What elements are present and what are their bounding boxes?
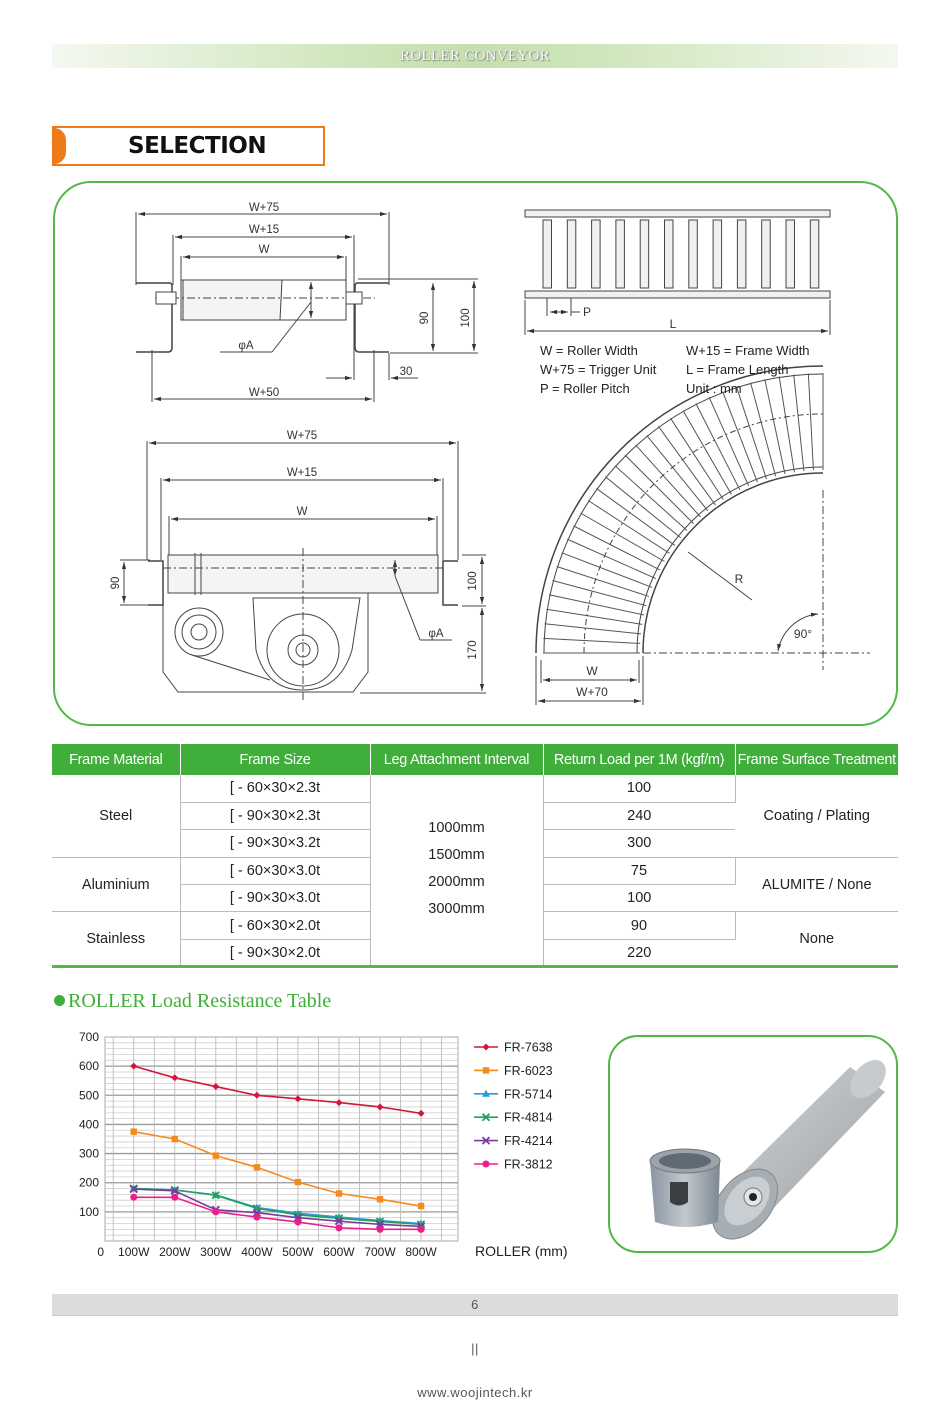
data-point (336, 1190, 342, 1196)
x-tick-label: 800W (405, 1245, 437, 1259)
dim-w-curve: W (586, 664, 598, 678)
legend-item (474, 1158, 553, 1172)
return-load-cell: 300 (543, 830, 735, 857)
top-view-roller (616, 220, 625, 288)
dim-170-driven: 170 (467, 640, 479, 660)
dim-90: 90 (419, 311, 431, 325)
driven-section-drawing (120, 441, 486, 700)
frame-size-cell: [ - 90×30×2.3t (180, 802, 370, 829)
frame-size-cell: [ - 90×30×3.0t (180, 885, 370, 912)
y-tick-label: 100 (78, 1204, 99, 1219)
chart-origin-label: 0 (97, 1245, 104, 1259)
curve-rollers (543, 373, 823, 653)
top-view-drawing (525, 210, 830, 335)
dim-100: 100 (460, 308, 472, 328)
curve-roller-edge (588, 501, 669, 554)
legend-label: FR-5714 (504, 1087, 553, 1102)
website-link[interactable]: www.woojintech.kr (417, 1385, 533, 1400)
curve-roller-edge (615, 466, 687, 531)
data-point (377, 1226, 384, 1233)
return-load-cell: 90 (543, 912, 735, 939)
return-load-cell: 100 (543, 885, 735, 912)
frame-size-cell: [ - 90×30×2.0t (180, 939, 370, 966)
chart-x-ticks (118, 1245, 437, 1259)
chart-title-text: ROLLER Load Resistance Table (68, 990, 332, 1012)
curve-roller-edge (557, 566, 649, 596)
data-point (377, 1196, 383, 1202)
legend-item (474, 1041, 553, 1055)
material-cell: Steel (52, 775, 180, 857)
x-tick-label: 500W (282, 1245, 314, 1259)
top-view-roller (592, 220, 601, 288)
dim-w75: W+75 (248, 202, 280, 214)
y-tick-label: 400 (78, 1117, 99, 1132)
y-tick-label: 700 (78, 1030, 99, 1044)
footer-text (52, 1294, 898, 1404)
spec-table-header-row (52, 744, 898, 775)
x-tick-label: 700W (364, 1245, 396, 1259)
return-load-cell: 75 (543, 857, 735, 884)
return-load-cell: 100 (543, 775, 735, 802)
legend-unit: Unit : mm (686, 381, 742, 396)
header-return-load: Return Load per 1M (kgf/m) (543, 744, 735, 775)
x-tick-label: 100W (118, 1245, 150, 1259)
curve-roller-edge (671, 418, 724, 499)
data-point (253, 1214, 260, 1221)
chart-xlabel: ROLLER (mm) (475, 1243, 568, 1259)
load-resistance-chart (0, 1020, 600, 1290)
treatment-cell: ALUMITE / None (735, 857, 898, 912)
top-view-roller (689, 220, 698, 288)
curve-roller-edge (553, 581, 647, 606)
legend-marker (483, 1161, 490, 1168)
curve-roller-edge (605, 477, 680, 538)
dim-phi-a-driven: φA (428, 628, 444, 640)
data-point (171, 1194, 178, 1201)
leg-interval: 1500mm (428, 847, 485, 863)
legend-marker (483, 1067, 489, 1073)
curve-roller-edge (625, 455, 694, 524)
curve-roller-edge (723, 392, 758, 483)
leg-interval: 2000mm (428, 874, 485, 890)
top-view-roller (737, 220, 746, 288)
table-row (52, 775, 898, 802)
roller-product-image (610, 1037, 898, 1253)
dim-p: P (582, 305, 592, 319)
frame-size-cell: [ - 60×30×2.3t (180, 775, 370, 802)
treatment-cell: None (735, 912, 898, 967)
dim-30: 30 (399, 366, 413, 378)
legend-frame-width: W+15 = Frame Width (686, 343, 810, 358)
top-view-roller (640, 220, 649, 288)
top-view-roller (543, 220, 552, 288)
x-tick-label: 200W (159, 1245, 191, 1259)
x-tick-label: 300W (200, 1245, 232, 1259)
curve-roller-edge (562, 553, 653, 588)
legend-roller-pitch: P = Roller Pitch (540, 381, 630, 396)
legend-item (474, 1111, 553, 1125)
dim-w50: W+50 (248, 387, 280, 399)
curve-roller-edge (636, 445, 701, 517)
header-frame-material: Frame Material (52, 744, 180, 775)
frame-size-cell: [ - 60×30×3.0t (180, 857, 370, 884)
dim-w-driven: W (296, 506, 308, 518)
legend-trigger-unit: W+75 = Trigger Unit (540, 362, 657, 377)
chart-title (54, 990, 331, 1013)
return-load-cell: 220 (543, 939, 735, 966)
drawing-legend-left (540, 341, 656, 398)
legend-roller-width: W = Roller Width (540, 343, 638, 358)
treatment-cell: Coating / Plating (735, 775, 898, 857)
data-point (213, 1152, 219, 1158)
top-view-roller (786, 220, 795, 288)
dim-w75-driven: W+75 (286, 430, 318, 442)
header-leg-interval: Leg Attachment Interval (370, 744, 543, 775)
legend-item (474, 1134, 553, 1148)
curve-roller-edge (581, 513, 665, 562)
chart-y-ticks (79, 1030, 99, 1219)
data-point (172, 1136, 178, 1142)
y-tick-label: 600 (78, 1059, 99, 1074)
dim-w70-curve: W+70 (576, 685, 608, 699)
leg-interval-cell (370, 775, 543, 967)
data-point (335, 1224, 342, 1231)
curve-drawing (536, 366, 870, 705)
spec-table (52, 744, 898, 968)
material-cell: Aluminium (52, 857, 180, 912)
section-title: SELECTION (128, 133, 267, 159)
x-tick-label: 600W (323, 1245, 355, 1259)
y-tick-label: 200 (78, 1175, 99, 1190)
legend-item (474, 1064, 553, 1078)
material-cell: Stainless (52, 912, 180, 967)
dim-90-driven: 90 (110, 576, 122, 590)
header-title: ROLLER CONVEYOR (400, 48, 550, 64)
curve-roller-edge (545, 624, 641, 634)
top-view-roller (567, 220, 576, 288)
return-load-cell: 240 (543, 802, 735, 829)
curve-roller-edge (683, 411, 732, 495)
x-tick-label: 400W (241, 1245, 273, 1259)
data-point (418, 1203, 424, 1209)
top-view-roller (713, 220, 722, 288)
curve-roller-edge (658, 426, 715, 504)
y-tick-label: 500 (78, 1088, 99, 1103)
page-number: 6 (471, 1297, 479, 1312)
dim-phi-a: φA (238, 340, 254, 352)
legend-label: FR-4814 (504, 1110, 553, 1125)
top-view-roller (810, 220, 819, 288)
top-view-roller (665, 220, 674, 288)
dim-r: R (734, 572, 744, 586)
legend-marker (483, 1044, 490, 1051)
data-point (295, 1179, 301, 1185)
legend-label: FR-7638 (504, 1040, 553, 1055)
dim-w: W (258, 244, 270, 256)
dim-l: L (669, 317, 677, 331)
y-tick-label: 300 (78, 1146, 99, 1161)
leg-interval: 1000mm (428, 820, 485, 836)
frame-size-cell: [ - 90×30×3.2t (180, 830, 370, 857)
data-point (131, 1129, 137, 1135)
data-point (130, 1194, 137, 1201)
roller-pitch-rollers (543, 220, 819, 288)
data-point (212, 1208, 219, 1215)
footer-separator: || (471, 1341, 479, 1356)
dim-100-driven: 100 (467, 571, 479, 591)
data-point (294, 1219, 301, 1226)
straight-section-drawing (136, 212, 478, 402)
curve-roller-edge (647, 435, 708, 510)
dim-w15-driven: W+15 (286, 467, 318, 479)
drawing-legend-right (686, 341, 810, 398)
header-frame-size: Frame Size (180, 744, 370, 775)
legend-frame-length: L = Frame Length (686, 362, 789, 377)
curve-roller-edge (543, 638, 640, 643)
data-point (418, 1226, 425, 1233)
roller-photo-frame (608, 1035, 898, 1253)
header-surface-treatment: Frame Surface Treatment (735, 744, 898, 775)
leg-interval: 3000mm (428, 901, 485, 917)
legend-label: FR-4214 (504, 1134, 553, 1149)
data-point (254, 1164, 260, 1170)
dim-angle: 90° (793, 627, 813, 641)
frame-size-cell: [ - 60×30×2.0t (180, 912, 370, 939)
legend-item (474, 1087, 553, 1101)
chart-legend (474, 1041, 553, 1172)
top-view-roller (762, 220, 771, 288)
bullet-dot-icon (54, 995, 65, 1006)
legend-label: FR-6023 (504, 1063, 553, 1078)
dim-w15: W+15 (248, 224, 280, 236)
curve-roller-edge (596, 488, 674, 545)
legend-label: FR-3812 (504, 1157, 553, 1172)
footer-band (52, 1294, 898, 1400)
curve-roller-edge (736, 387, 766, 479)
